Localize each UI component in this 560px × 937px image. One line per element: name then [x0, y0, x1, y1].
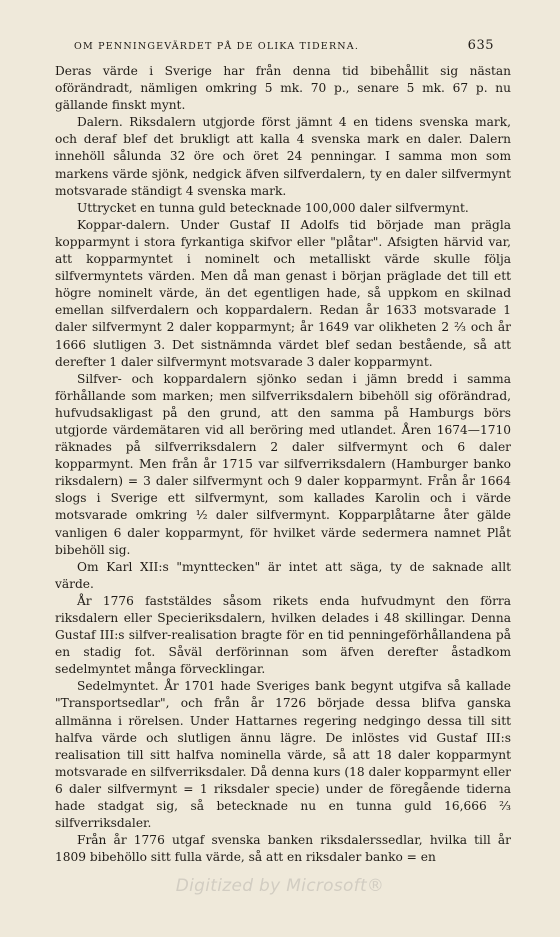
- paragraph: Deras värde i Sverige har från denna tid bibehållit sig nästan oförändradt, nämligen omkring 5 mk. 70 p., senare 5 mk. 67 p. nu gällande finskt mynt.: [55, 64, 511, 113]
- paragraph: Om Karl XII:s "mynttecken" är intet att säga, ty de saknade allt värde.: [55, 559, 511, 591]
- paragraph: Uttrycket en tunna guld betecknade 100,000 daler silfvermynt.: [77, 200, 469, 215]
- digitization-watermark: Digitized by Microsoft®: [175, 876, 385, 896]
- running-header: [74, 38, 494, 53]
- paragraph: Sedelmyntet. År 1701 hade Sveriges bank begynt utgifva så kallade "Transportsedlar", och från år 1726 började dessa blifva ganska allmänna i rörelsen. Under Hattarnes regering nedgingo dessa till sitt halfva värde och slutligen ännu lägre. De inlöstes vid Gustaf III:s realisation till sitt halfva nominella värde, så att 18 daler kopparmynt motsvarade en silfverriksdaler. Då denna kurs (18 daler kopparmynt eller 6 daler silfvermynt = 1 riksdaler specie) under de föregående tiderna hade stadgat sig, så betecknade nu en tunna guld 16,666 ⅔ silfverriksdaler.: [55, 679, 511, 831]
- paragraph: Från år 1776 utgaf svenska banken riksdalerssedlar, hvilka till år 1809 bibehöllo sitt fulla värde, så att en riksdaler banko = en: [55, 833, 511, 865]
- page-number: 635: [467, 38, 494, 53]
- paragraph: Koppar-dalern. Under Gustaf II Adolfs tid började man prägla kopparmynt i stora fyrkantiga skifvor eller "plåtar". Afsigten härvid var, att kopparmyntet i nominelt och metalliskt värde skulle följa silfvermyntets värden. Men då man genast i början präglade det till ett högre nominelt värde, än det egentligen hade, så uppkom en skilnad emellan silfverdalern och koppardalern. Redan år 1633 motsvarade 1 daler silfvermynt 2 daler kopparmynt; år 1649 var olikheten 2 ⅔ och år 1666 slutligen 3. Det sistnämnda värdet blef sedan bestående, så att derefter 1 daler silfvermynt motsvarade 3 daler kopparmynt.: [55, 217, 511, 369]
- paragraph: År 1776 faststäldes såsom rikets enda hufvudmynt den förra riksdalern eller Specieriksdalern, hvilken delades i 48 skillingar. Denna Gustaf III:s silfver-realisation bragte för en tid penningeförhållandena på en stadig fot. Såväl derförinnan som äfven derefter åstadkom sedelmyntet många förvecklingar.: [55, 593, 511, 677]
- running-title: OM PENNINGEVÄRDET PÅ DE OLIKA TIDERNA.: [74, 41, 360, 52]
- paragraph: Silfver- och koppardalern sjönko sedan i jämn bredd i samma förhållande som marken; men silfverriksdalern bibehöll sig oförändrad, hufvudsakligast på den grund, att den samma på Hamburgs börs utgjorde värdemätaren vid all beröring med utlandet. Åren 1674—1710 räknades på silfverriksdalern 2 daler silfvermynt och 6 daler kopparmynt. Men från år 1715 var silfverriksdalern (Hamburger banko riksdalern) = 3 daler silfvermynt och 9 daler kopparmynt. Från år 1664 slogs i Sverige ett silfvermynt, som kallades Karolin och i värde motsvarade omkring ½ daler silfvermynt. Kopparplåtarne åter gälde vanligen 6 daler kopparmynt, för hvilket värde sedermera namnet Plåt bibehöll sig.: [55, 371, 511, 557]
- paragraph: Dalern. Riksdalern utgjorde först jämnt 4 en tidens svenska mark, och deraf blef det brukligt att kalla 4 svenska mark en daler. Dalern innehöll sålunda 32 öre och öret 24 penningar. I samma mon som markens värde sjönk, nedgick äfven silfverdalern, ty en daler silfvermynt motsvarade ständigt 4 svenska mark.: [55, 115, 511, 198]
- body-text: [55, 63, 511, 866]
